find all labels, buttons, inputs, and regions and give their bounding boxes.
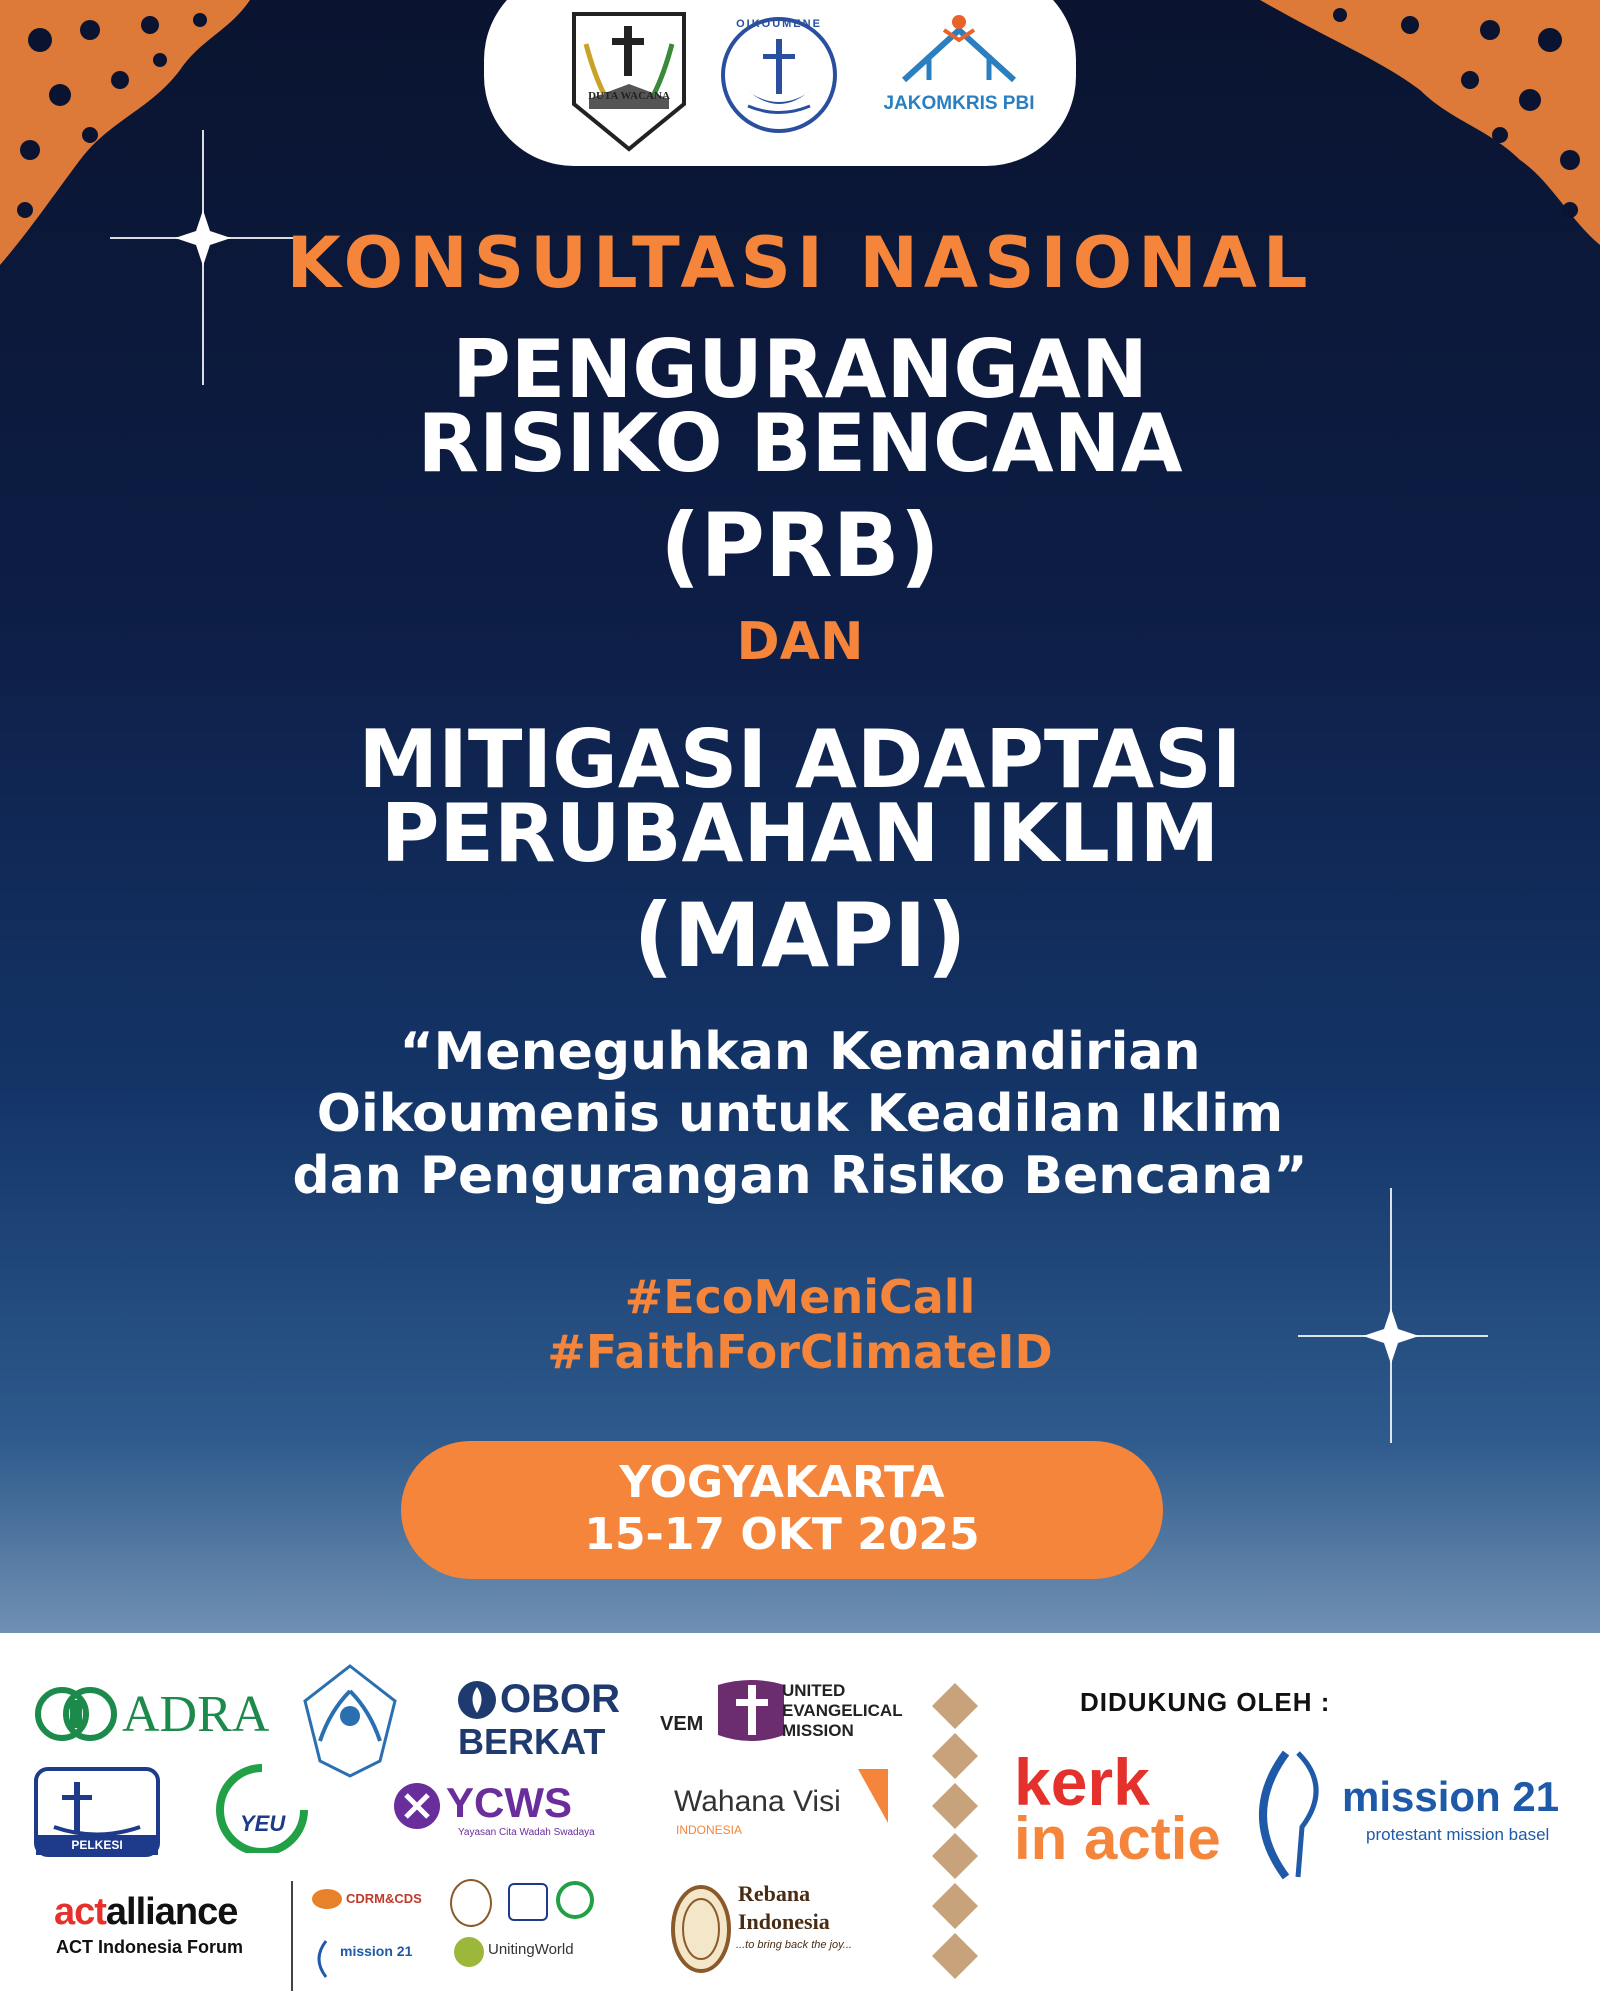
obor-label: OBOR xyxy=(500,1677,620,1721)
rebana-label-line1: Rebana xyxy=(738,1881,811,1906)
member-seal-logo xyxy=(450,1879,492,1927)
obor-logo-icon xyxy=(456,1679,498,1721)
yeu-small-logo xyxy=(556,1881,594,1919)
supported-by-label: DIDUKUNG OLEH : xyxy=(1080,1687,1331,1717)
yeu-logo-icon xyxy=(214,1763,310,1853)
act-label: act xyxy=(54,1891,106,1933)
unitingworld-icon xyxy=(454,1937,484,1967)
act-forum-label: ACT Indonesia Forum xyxy=(56,1937,244,1957)
duta-wacana-logo xyxy=(564,4,694,154)
wahana-visi-star-icon xyxy=(858,1769,888,1823)
header-logo-panel xyxy=(484,0,1076,166)
mission21-small-icon xyxy=(316,1939,336,1979)
sponsor-panel xyxy=(0,1633,1600,2000)
batik-ornament-right xyxy=(1250,0,1600,250)
yeu-label: YEU xyxy=(240,1811,286,1836)
mission21-label: mission 21 xyxy=(1342,1773,1560,1820)
ycws-subtitle: Yayasan Cita Wadah Swadaya xyxy=(458,1827,595,1838)
wahana-visi-country: INDONESIA xyxy=(676,1823,743,1837)
event-type-heading: KONSULTASI NASIONAL xyxy=(286,222,1314,304)
event-city: YOGYAKARTA xyxy=(619,1457,945,1508)
vem-line3: MISSION xyxy=(782,1721,854,1740)
dan-connector: DAN xyxy=(736,612,864,672)
ycws-logo-icon xyxy=(392,1781,442,1831)
in-actie-label: in actie xyxy=(1014,1805,1221,1872)
hashtag-ecomenicall: #EcoMeniCall xyxy=(624,1270,976,1324)
vem-logo-icon xyxy=(718,1675,784,1747)
cdrm-logo xyxy=(312,1889,342,1909)
vem-line2: EVANGELICAL xyxy=(782,1701,903,1720)
theme-line3: dan Pengurangan Risiko Bencana” xyxy=(292,1146,1308,1206)
mission21-icon xyxy=(1252,1747,1342,1883)
oikoumene-label: OIKOUMENE xyxy=(736,18,822,30)
duta-wacana-label: DUTA WACANA xyxy=(588,90,670,102)
kerk-label: kerk xyxy=(1014,1745,1150,1819)
decorative-divider xyxy=(932,1683,978,1983)
hashtag-faithforclimateid: #FaithForClimateID xyxy=(547,1325,1053,1379)
mission21-small-label: mission 21 xyxy=(340,1943,413,1959)
event-date: 15-17 OKT 2025 xyxy=(584,1509,980,1560)
theme-line2: Oikoumenis untuk Keadilan Iklim xyxy=(316,1084,1284,1144)
berkat-label: BERKAT xyxy=(458,1721,606,1762)
adra-logo-icon xyxy=(34,1686,118,1742)
vem-short-label: VEM xyxy=(660,1713,704,1735)
alliance-label: alliance xyxy=(105,1891,238,1933)
act-alliance-label xyxy=(54,1891,237,1934)
pelkesi-label: PELKESI xyxy=(71,1838,123,1852)
wahana-visi-label: Wahana Visi xyxy=(674,1785,841,1818)
prb-title-line1: PENGURANGAN xyxy=(452,323,1148,416)
event-date-badge xyxy=(401,1441,1163,1579)
mapi-title-line2: PERUBAHAN IKLIM xyxy=(380,787,1220,880)
ycws-label: YCWS xyxy=(446,1779,572,1826)
prb-title-line3: (PRB) xyxy=(660,494,940,597)
jakomkris-logo xyxy=(884,10,1034,90)
pelkesi-small-logo xyxy=(508,1883,548,1921)
cdrm-label: CDRM&CDS xyxy=(346,1891,422,1906)
prb-title-line2: RISIKO BENCANA xyxy=(417,397,1183,490)
vem-line1: UNITED xyxy=(782,1681,846,1700)
mission21-subtitle: protestant mission basel xyxy=(1366,1825,1550,1844)
theme-line1: “Meneguhkan Kemandirian xyxy=(399,1022,1201,1082)
rebana-tagline: ...to bring back the joy... xyxy=(736,1939,852,1951)
mapi-title-line1: MITIGASI ADAPTASI xyxy=(358,713,1242,806)
church-emblem-logo xyxy=(300,1661,400,1779)
rebana-drum-icon xyxy=(668,1881,734,1977)
adra-label: ADRA xyxy=(122,1686,270,1743)
mapi-title-line3: (MAPI) xyxy=(633,884,967,987)
rebana-label-line2: Indonesia xyxy=(738,1909,830,1934)
act-divider xyxy=(291,1881,293,1991)
oikoumene-logo xyxy=(718,14,840,136)
unitingworld-label: UnitingWorld xyxy=(488,1941,574,1958)
jakomkris-label: JAKOMKRIS PBI xyxy=(883,93,1035,114)
